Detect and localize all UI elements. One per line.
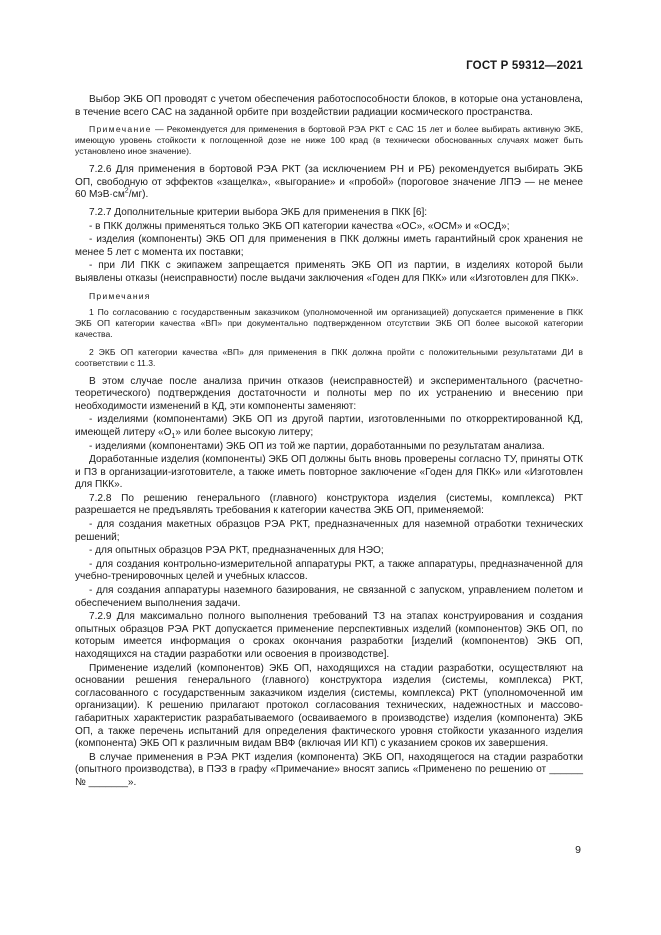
- paragraph-final: В случае применения в РЭА РКТ изделия (компонента) ЭКБ ОП, находящегося на стадии разработки (опытного производства), в ПЭЗ в графу «Примечание» вносят запись «Применено по решению от ______ № _______».: [75, 751, 583, 788]
- list-item-same-batch: - изделиями (компонентами) ЭКБ ОП из той же партии, доработанными по результатам анализа.: [89, 440, 545, 452]
- paragraph-7-2-6-text: 7.2.6 Для применения в бортовой РЭА РКТ (за исключением РН и РБ) рекомендуется выбирать ЭКБ ОП, свободную от эффектов «защелка», «выгорание» и «пробой» (пороговое значение ЛПЭ — не менее 60 МэВ·см: [75, 164, 583, 201]
- paragraph-7-2-9: 7.2.9 Для максимально полного выполнения требований ТЗ на этапах конструирования и создания опытных образцов РЭА РКТ допускается применение перспективных изделий (компонентов) ЭКБ ОП, по которым имеется информация о сроках окончания разработки [изделий (компонентов) ЭКБ ОП, находящихся на стадии разработки или освоения в производстве].: [75, 611, 583, 660]
- paragraph-7-2-7: 7.2.7 Дополнительные критерии выбора ЭКБ для применения в ПКК [6]:: [89, 206, 428, 218]
- page-number: 9: [575, 844, 581, 856]
- list-item-pkk-crew: - при ЛИ ПКК с экипажем запрещается применять ЭКБ ОП из партии, в изделиях которой были выявлены отказы (неисправности) после выдачи заключения «Годен для ПКК» или «Изготовлен для ПКК».: [75, 260, 583, 284]
- list-item-other-batch: [75, 414, 583, 439]
- note-2: 2 ЭКБ ОП категории качества «ВП» для применения в ПКК должна пройти с положительными результатами ДИ в соответствии с 11.3.: [75, 346, 583, 368]
- list-item-other-batch-end: » или более высокую литеру;: [175, 426, 314, 438]
- note-radiation: [75, 124, 583, 157]
- notes-heading: Примечания: [89, 290, 151, 301]
- paragraph-7-2-6: [75, 164, 583, 202]
- list-item-mockups: - для создания макетных образцов РЭА РКТ, предназначенных для наземной отработки технических решений;: [75, 519, 583, 543]
- list-item-prototypes: - для опытных образцов РЭА РКТ, предназначенных для НЭО;: [89, 545, 384, 557]
- paragraph-selection: Выбор ЭКБ ОП проводят с учетом обеспечения работоспособности блоков, в которые она установлена, в течение всего САС на заданной орбите при воздействии радиации космического пространства.: [75, 94, 583, 118]
- page-body: [75, 94, 583, 795]
- paragraph-7-2-8: 7.2.8 По решению генерального (главного) конструктора изделия (системы, комплекса) РКТ разрешается не предъявлять требования к категории качества ЭКБ ОП, применяемой:: [75, 492, 583, 517]
- list-item-pkk-storage: - изделия (компоненты) ЭКБ ОП для применения в ПКК должны иметь гарантийный срок хранения не менее 5 лет с момента их поставки;: [75, 234, 583, 258]
- note-text: — Рекомендуется для применения в бортовой РЭА РКТ с САС 15 лет и более выбирать активную ЭКБ, имеющую уровень стойкости к поглощенной дозе не ниже 100 крад (в технически обоснованных случаях может быть установлено иное значение).: [75, 124, 583, 157]
- paragraph-7-2-6-end: /мг).: [128, 189, 149, 201]
- list-item-other-batch-text: - изделиями (компонентами) ЭКБ ОП из другой партии, изготовленными по откорректированной КД, имеющей литеру «О: [75, 414, 583, 438]
- list-item-test-equipment: - для создания контрольно-измерительной аппаратуры РКТ, а также аппаратуры, предназначенной для учебно-тренировочных целей и учебных классов.: [75, 558, 583, 583]
- paragraph-rework: Доработанные изделия (компоненты) ЭКБ ОП должны быть вновь проверены согласно ТУ, приняты ОТК и ПЗ в организации-изготовителе, а также иметь повторное заключение «Годен для ПКК» или «Изготовлен для ПКК».: [75, 454, 583, 491]
- list-item-ground-equipment: - для создания аппаратуры наземного базирования, не связанной с запуском, управлением полетом и обеспечением выполнения задачи.: [75, 585, 583, 609]
- subscript-1: 1: [171, 432, 176, 440]
- superscript-2: 2: [124, 188, 129, 196]
- note-1: 1 По согласованию с государственным заказчиком (уполномоченной им организацией) допускается применение в ПКК ЭКБ ОП категории качества «ВП» при документально подтвержденном отсутствии ЭКБ ОП более высокой категории качества.: [75, 306, 583, 339]
- paragraph-application: Применение изделий (компонентов) ЭКБ ОП, находящихся на стадии разработки, осуществляют на основании решения генерального (главного) конструктора изделия (системы, комплекса) РКТ, согласованного с государственным заказчиком изделия (системы, комплекса) РКТ (уполномоченной им организации). К решению прилагают протокол согласования технических, надежностных и массово-габаритных характеристик разрабатываемого (осваиваемого в производстве) изделия (компонента) ЭКБ ОП, а также перечень испытаний для определения фактического уровня стойкости указанного изделия (компонента) ЭКБ ОП к различным видам ВВФ (включая ИИ КП) с указанием сроков их завершения.: [75, 662, 583, 750]
- paragraph-case: В этом случае после анализа причин отказов (неисправностей) и экспериментального (расчетно-теоретического) подтверждения достаточности и полноты мер по их устранению и внесению при необходимости изменений в КД, эти компоненты заменяют:: [75, 375, 583, 412]
- list-item-pkk-categories: - в ПКК должны применяться только ЭКБ ОП категории качества «ОС», «ОСМ» и «ОСД»;: [89, 220, 510, 232]
- standard-designation: ГОСТ Р 59312—2021: [466, 60, 583, 72]
- note-label: Примечание: [89, 124, 152, 135]
